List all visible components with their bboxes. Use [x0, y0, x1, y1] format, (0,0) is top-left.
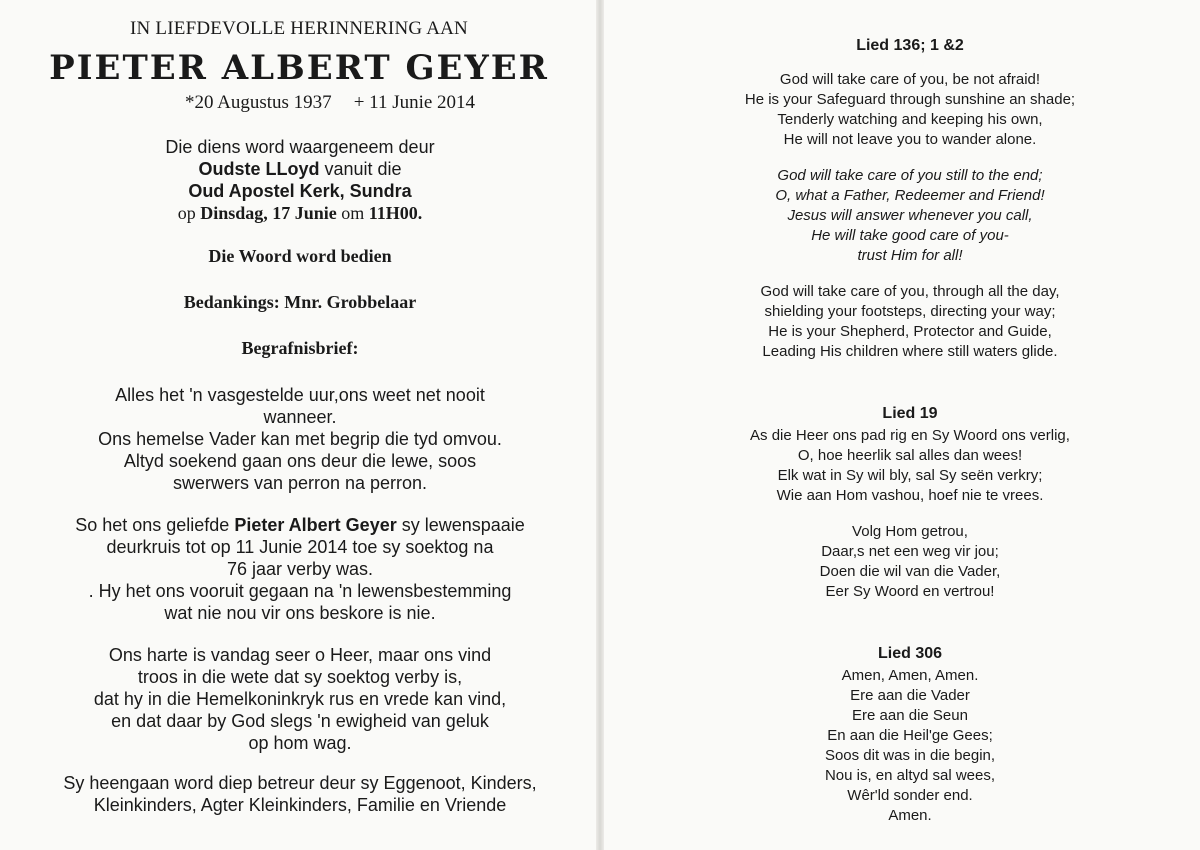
- funeral-letter-heading: Begrafnisbrief:: [241, 338, 359, 358]
- service-line-4-prefix: op: [177, 203, 201, 223]
- text-line: Elk wat in Sy wil bly, sal Sy seën verkry;: [777, 467, 1043, 484]
- text-line: wat nie nou vir ons beskore is nie.: [164, 603, 436, 623]
- text-line: op hom wag.: [248, 733, 352, 753]
- text-line: Eer Sy Woord en vertrou!: [825, 583, 995, 600]
- letter-paragraph-1: [40, 384, 560, 494]
- text-line: Daar,s net een weg vir jou;: [821, 543, 999, 560]
- service-line-4: [100, 202, 500, 224]
- text-line: trust Him for all!: [857, 247, 963, 264]
- text-line: Jesus will answer whenever you call,: [787, 207, 1033, 224]
- text-line: Volg Hom getrou,: [852, 523, 968, 540]
- hymn-title: Lied 306: [877, 645, 943, 662]
- text-line: Wie aan Hom vashou, hoef nie te vrees.: [776, 487, 1044, 504]
- text-line: As die Heer ons pad rig en Sy Woord ons verlig,: [750, 427, 1070, 444]
- text-line: Ere aan die Vader: [850, 687, 970, 704]
- service-line-2: [100, 158, 500, 180]
- text-line: Sy heengaan word diep betreur deur sy Eggenoot, Kinders,: [63, 773, 537, 793]
- text-line: God will take care of you, through all the day,: [760, 283, 1060, 300]
- text-line: He will not leave you to wander alone.: [783, 131, 1037, 148]
- hymn-136: [700, 36, 1120, 378]
- thanks-heading: Bedankings: Mnr. Grobbelaar: [183, 292, 417, 312]
- text-line: He is your Shepherd, Protector and Guide,: [768, 323, 1052, 340]
- letter-paragraph-2: [40, 514, 560, 624]
- text-line: wanneer.: [263, 407, 337, 427]
- text-line: Nou is, en altyd sal wees,: [824, 767, 996, 784]
- text-line: Ere aan die Seun: [852, 707, 968, 724]
- deceased-name: PIETER ALBERT GEYER: [49, 48, 549, 88]
- deceased-name-inline: Pieter Albert Geyer: [234, 515, 397, 535]
- hymn-stanza: [700, 282, 1120, 362]
- text-line: Wêr'ld sonder end.: [847, 787, 973, 804]
- text-line: O, hoe heerlik sal alles dan wees!: [797, 447, 1023, 464]
- officiant: Oudste LLoyd: [198, 159, 320, 179]
- word-heading: Die Woord word bedien: [208, 246, 392, 266]
- hymn-title: Lied 136; 1 &2: [856, 37, 964, 54]
- text-line: shielding your footsteps, directing your way;: [764, 303, 1056, 320]
- text-line: Amen, Amen, Amen.: [841, 667, 979, 684]
- hymn-306: [700, 644, 1120, 826]
- text-line: Doen die wil van die Vader,: [819, 563, 1001, 580]
- text-line: Leading His children where still waters glide.: [762, 343, 1058, 360]
- text-line: Ons hemelse Vader kan met begrip die tyd omvou.: [98, 429, 502, 449]
- text-line: troos in die wete dat sy soektog verby is,: [137, 667, 463, 687]
- hymn-stanza: [700, 522, 1120, 602]
- text-line: O, what a Father, Redeemer and Friend!: [775, 187, 1045, 204]
- hymn-title: Lied 19: [882, 405, 938, 422]
- text-fragment: sy lewenspaaie: [396, 515, 525, 535]
- text-line: En aan die Heil'ge Gees;: [827, 727, 993, 744]
- text-fragment: So het ons geliefde: [75, 515, 235, 535]
- service-line-4-mid: om: [336, 203, 369, 223]
- service-time: 11H00.: [368, 203, 423, 223]
- text-line: dat hy in die Hemelkoninkryk rus en vrede kan vind,: [93, 689, 507, 709]
- life-dates: [160, 92, 500, 114]
- text-line: God will take care of you still to the end;: [777, 167, 1043, 184]
- hymn-stanza: [700, 166, 1120, 266]
- text-line: swerwers van perron na perron.: [172, 473, 428, 493]
- text-line: 76 jaar verby was.: [226, 559, 374, 579]
- letter-paragraph-3: [40, 644, 560, 754]
- text-line: He will take good care of you-: [811, 227, 1009, 244]
- text-line: [40, 514, 560, 536]
- text-line: He is your Safeguard through sunshine an shade;: [744, 91, 1076, 108]
- service-line-1: Die diens word waargeneem deur: [165, 137, 435, 157]
- text-line: Amen.: [888, 807, 932, 824]
- hymn-19: [700, 404, 1120, 618]
- hymn-stanza: [700, 426, 1120, 506]
- death-date: + 11 Junie 2014: [353, 92, 476, 113]
- text-line: en dat daar by God slegs 'n ewigheid van geluk: [111, 711, 489, 731]
- service-day: Dinsdag, 17 Junie: [200, 203, 337, 223]
- birth-date: *20 Augustus 1937: [184, 92, 332, 113]
- letter-paragraph-4: [40, 772, 560, 816]
- text-line: deurkruis tot op 11 Junie 2014 toe sy soektog na: [106, 537, 494, 557]
- text-line: Alles het 'n vasgestelde uur,ons weet net nooit: [115, 385, 485, 405]
- page-fold: [596, 0, 604, 850]
- hymn-stanza: [700, 70, 1120, 150]
- text-line: God will take care of you, be not afraid!: [779, 71, 1041, 88]
- text-line: . Hy het ons vooruit gegaan na 'n lewensbestemming: [88, 581, 512, 601]
- text-line: Altyd soekend gaan ons deur die lewe, soos: [123, 451, 477, 471]
- service-details: [100, 136, 500, 224]
- text-line: Kleinkinders, Agter Kleinkinders, Familie en Vriende: [93, 795, 507, 815]
- memorial-intro: IN LIEFDEVOLLE HERINNERING AAN: [130, 18, 468, 39]
- text-line: Soos dit was in die begin,: [824, 747, 996, 764]
- text-line: Ons harte is vandag seer o Heer, maar ons vind: [108, 645, 492, 665]
- church-name: Oud Apostel Kerk, Sundra: [188, 181, 412, 201]
- service-line-2-suffix: vanuit die: [319, 159, 402, 179]
- text-line: Tenderly watching and keeping his own,: [777, 111, 1043, 128]
